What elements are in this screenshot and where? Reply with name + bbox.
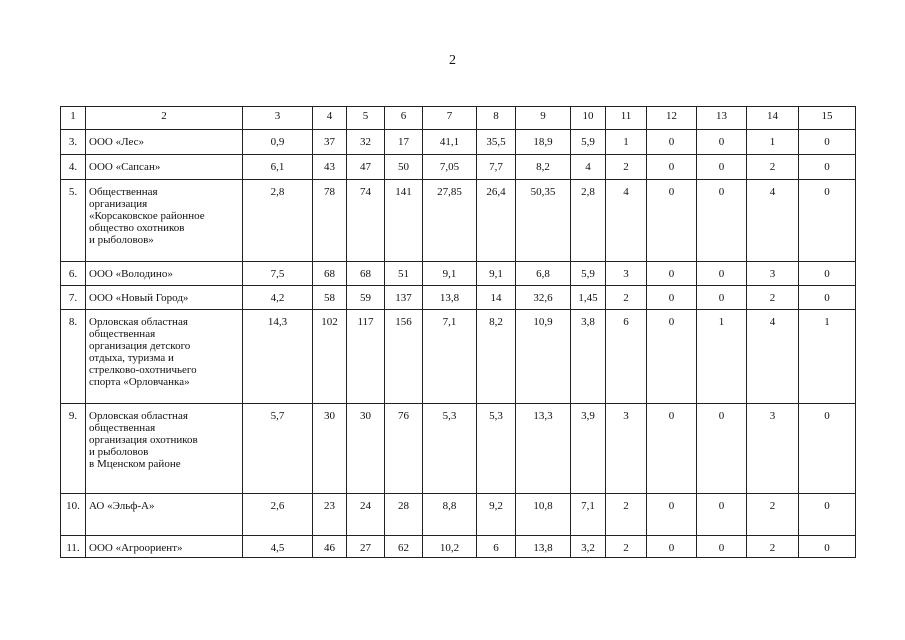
value-cell: 9,2 [477, 494, 516, 536]
value-cell: 0 [697, 180, 747, 262]
organization-name: Общественная организация «Корсаковское районное общество охотников и рыболовов» [86, 180, 243, 262]
row-number: 6. [61, 262, 86, 286]
value-cell: 5,9 [571, 130, 606, 155]
table-row [61, 180, 856, 262]
value-cell: 4 [606, 180, 647, 262]
organization-name: ООО «Володино» [86, 262, 243, 286]
value-cell: 14,3 [243, 310, 313, 404]
table-row [61, 310, 856, 404]
value-cell: 9,1 [477, 262, 516, 286]
value-cell: 7,1 [423, 310, 477, 404]
value-cell: 0 [647, 310, 697, 404]
value-cell: 0 [697, 404, 747, 494]
value-cell: 137 [385, 286, 423, 310]
value-cell: 4 [571, 155, 606, 180]
value-cell: 1 [747, 130, 799, 155]
value-cell: 5,3 [477, 404, 516, 494]
organization-name: ООО «Новый Город» [86, 286, 243, 310]
value-cell: 0 [799, 286, 856, 310]
value-cell: 27,85 [423, 180, 477, 262]
column-header: 13 [697, 107, 747, 130]
column-header: 4 [313, 107, 347, 130]
value-cell: 43 [313, 155, 347, 180]
row-number: 5. [61, 180, 86, 262]
value-cell: 18,9 [516, 130, 571, 155]
value-cell: 0 [799, 404, 856, 494]
value-cell: 3 [606, 262, 647, 286]
row-number: 11. [61, 536, 86, 558]
value-cell: 5,7 [243, 404, 313, 494]
row-number: 4. [61, 155, 86, 180]
value-cell: 0 [647, 180, 697, 262]
value-cell: 7,5 [243, 262, 313, 286]
value-cell: 50,35 [516, 180, 571, 262]
column-header: 15 [799, 107, 856, 130]
table-row [61, 494, 856, 536]
value-cell: 0 [647, 404, 697, 494]
value-cell: 0 [697, 130, 747, 155]
value-cell: 2,8 [571, 180, 606, 262]
value-cell: 1 [799, 310, 856, 404]
value-cell: 7,1 [571, 494, 606, 536]
column-header: 10 [571, 107, 606, 130]
value-cell: 2 [747, 286, 799, 310]
value-cell: 156 [385, 310, 423, 404]
row-number: 8. [61, 310, 86, 404]
column-header: 2 [86, 107, 243, 130]
value-cell: 6,8 [516, 262, 571, 286]
row-number: 9. [61, 404, 86, 494]
value-cell: 0 [799, 180, 856, 262]
column-header: 7 [423, 107, 477, 130]
column-header: 3 [243, 107, 313, 130]
value-cell: 24 [347, 494, 385, 536]
value-cell: 1 [606, 130, 647, 155]
value-cell: 7,05 [423, 155, 477, 180]
value-cell: 74 [347, 180, 385, 262]
value-cell: 5,9 [571, 262, 606, 286]
value-cell: 4,2 [243, 286, 313, 310]
value-cell: 0 [697, 262, 747, 286]
value-cell: 2 [747, 155, 799, 180]
value-cell: 27 [347, 536, 385, 558]
value-cell: 2 [747, 494, 799, 536]
value-cell: 47 [347, 155, 385, 180]
value-cell: 2 [606, 286, 647, 310]
value-cell: 1,45 [571, 286, 606, 310]
value-cell: 10,8 [516, 494, 571, 536]
organization-name: Орловская областная общественная организация охотников и рыболовов в Мценском районе [86, 404, 243, 494]
value-cell: 0 [647, 536, 697, 558]
value-cell: 0 [799, 536, 856, 558]
value-cell: 37 [313, 130, 347, 155]
value-cell: 50 [385, 155, 423, 180]
value-cell: 1 [697, 310, 747, 404]
table-row [61, 155, 856, 180]
value-cell: 4 [747, 180, 799, 262]
value-cell: 23 [313, 494, 347, 536]
value-cell: 2 [606, 536, 647, 558]
value-cell: 0 [647, 262, 697, 286]
value-cell: 0 [647, 286, 697, 310]
value-cell: 4 [747, 310, 799, 404]
value-cell: 3,9 [571, 404, 606, 494]
organization-name: АО «Эльф-А» [86, 494, 243, 536]
value-cell: 2,6 [243, 494, 313, 536]
value-cell: 6 [477, 536, 516, 558]
value-cell: 3,8 [571, 310, 606, 404]
table-row [61, 262, 856, 286]
value-cell: 0 [647, 155, 697, 180]
value-cell: 58 [313, 286, 347, 310]
value-cell: 117 [347, 310, 385, 404]
value-cell: 4,5 [243, 536, 313, 558]
value-cell: 0 [799, 155, 856, 180]
data-table [60, 106, 856, 558]
column-header: 14 [747, 107, 799, 130]
column-header: 5 [347, 107, 385, 130]
value-cell: 68 [313, 262, 347, 286]
value-cell: 13,8 [423, 286, 477, 310]
column-header: 12 [647, 107, 697, 130]
value-cell: 35,5 [477, 130, 516, 155]
table-row [61, 536, 856, 558]
row-number: 7. [61, 286, 86, 310]
value-cell: 0 [647, 130, 697, 155]
value-cell: 32 [347, 130, 385, 155]
value-cell: 76 [385, 404, 423, 494]
column-header: 8 [477, 107, 516, 130]
value-cell: 68 [347, 262, 385, 286]
value-cell: 3,2 [571, 536, 606, 558]
value-cell: 51 [385, 262, 423, 286]
value-cell: 10,2 [423, 536, 477, 558]
value-cell: 2 [606, 494, 647, 536]
value-cell: 7,7 [477, 155, 516, 180]
value-cell: 62 [385, 536, 423, 558]
value-cell: 102 [313, 310, 347, 404]
table-row [61, 130, 856, 155]
value-cell: 59 [347, 286, 385, 310]
organization-name: ООО «Агроориент» [86, 536, 243, 558]
value-cell: 0 [697, 494, 747, 536]
value-cell: 30 [347, 404, 385, 494]
value-cell: 0 [697, 536, 747, 558]
value-cell: 14 [477, 286, 516, 310]
value-cell: 3 [747, 404, 799, 494]
row-number: 3. [61, 130, 86, 155]
value-cell: 10,9 [516, 310, 571, 404]
row-number: 10. [61, 494, 86, 536]
value-cell: 0 [799, 130, 856, 155]
value-cell: 28 [385, 494, 423, 536]
organization-name: ООО «Лес» [86, 130, 243, 155]
column-header: 1 [61, 107, 86, 130]
table-row [61, 404, 856, 494]
value-cell: 0 [799, 494, 856, 536]
value-cell: 6,1 [243, 155, 313, 180]
value-cell: 8,8 [423, 494, 477, 536]
organization-name: ООО «Сапсан» [86, 155, 243, 180]
column-header: 9 [516, 107, 571, 130]
table-row [61, 286, 856, 310]
organization-name: Орловская областная общественная организация детского отдыха, туризма и стрелково-охотничьего спорта «Орловчанка» [86, 310, 243, 404]
value-cell: 26,4 [477, 180, 516, 262]
value-cell: 3 [747, 262, 799, 286]
value-cell: 0 [647, 494, 697, 536]
page-number: 2 [449, 53, 456, 68]
value-cell: 41,1 [423, 130, 477, 155]
value-cell: 8,2 [516, 155, 571, 180]
header-row [61, 107, 856, 130]
value-cell: 0,9 [243, 130, 313, 155]
value-cell: 2 [747, 536, 799, 558]
value-cell: 6 [606, 310, 647, 404]
value-cell: 0 [799, 262, 856, 286]
column-header: 11 [606, 107, 647, 130]
value-cell: 78 [313, 180, 347, 262]
value-cell: 8,2 [477, 310, 516, 404]
value-cell: 30 [313, 404, 347, 494]
value-cell: 3 [606, 404, 647, 494]
value-cell: 141 [385, 180, 423, 262]
value-cell: 0 [697, 286, 747, 310]
value-cell: 0 [697, 155, 747, 180]
value-cell: 17 [385, 130, 423, 155]
value-cell: 13,3 [516, 404, 571, 494]
value-cell: 5,3 [423, 404, 477, 494]
value-cell: 2,8 [243, 180, 313, 262]
value-cell: 2 [606, 155, 647, 180]
value-cell: 46 [313, 536, 347, 558]
value-cell: 9,1 [423, 262, 477, 286]
value-cell: 32,6 [516, 286, 571, 310]
column-header: 6 [385, 107, 423, 130]
value-cell: 13,8 [516, 536, 571, 558]
